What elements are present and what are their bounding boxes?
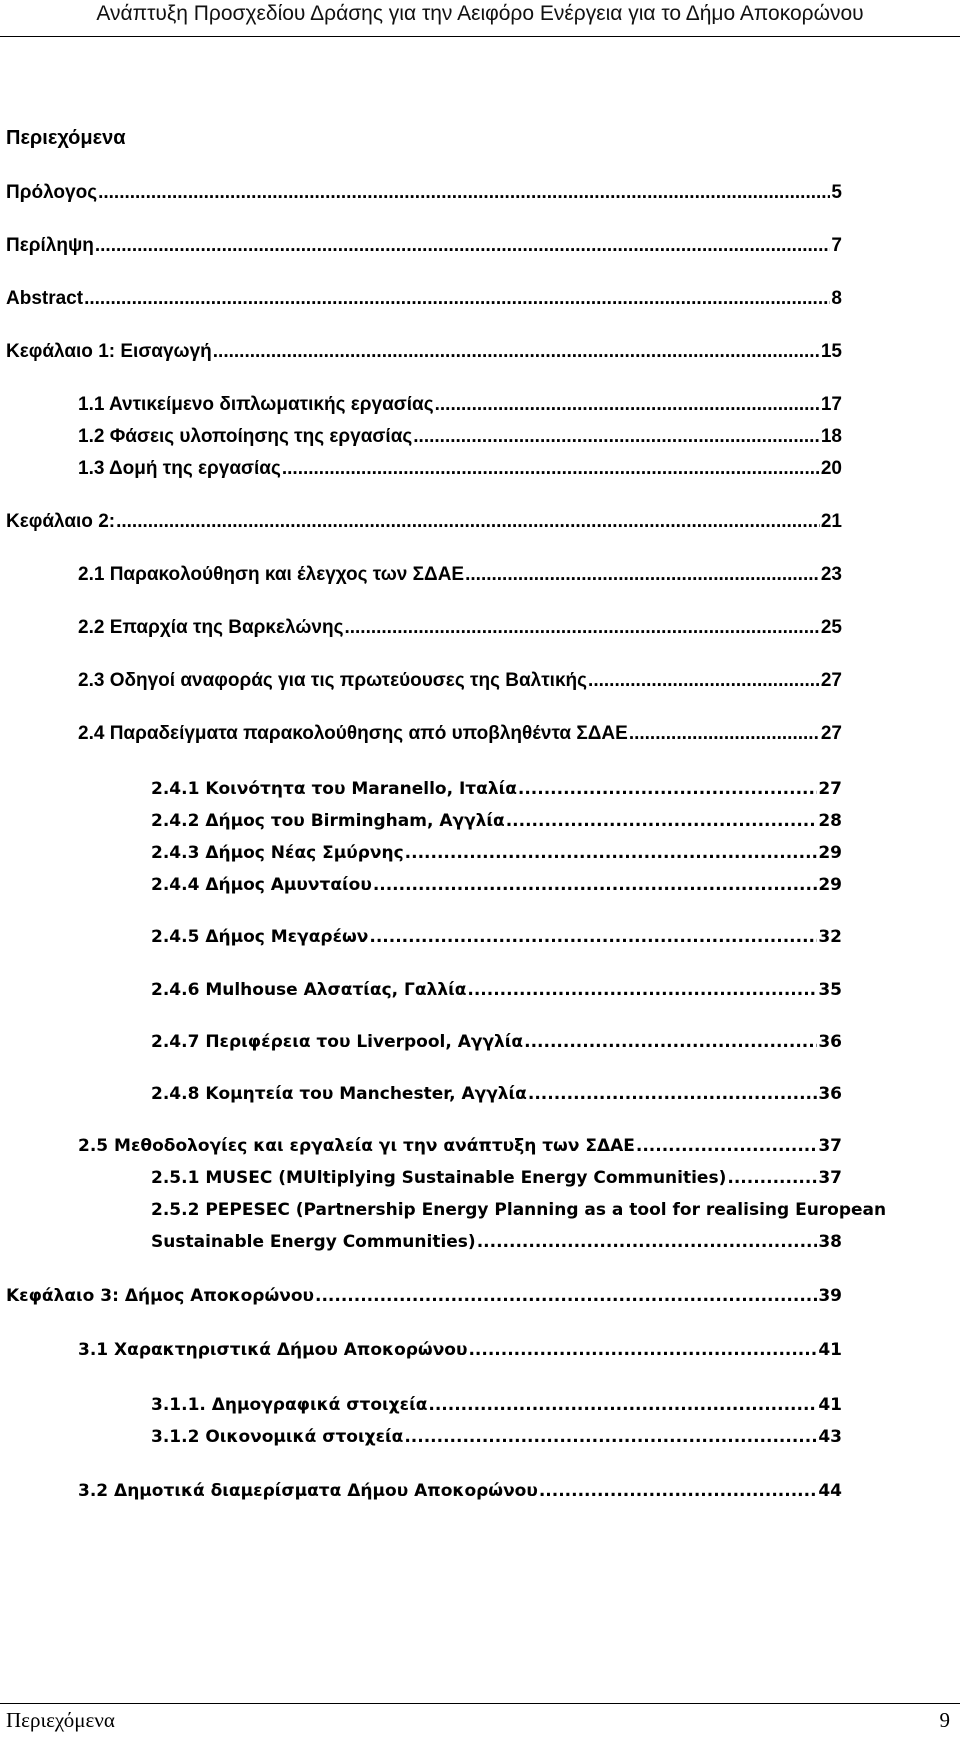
toc-entry-title[interactable]: 2.5.2 PEPESEC (Partnership Energy Planning as a tool for realising European — [151, 1200, 887, 1220]
toc-entry-page: 27 — [818, 779, 842, 799]
header-rule — [0, 36, 960, 37]
toc-entry[interactable] — [78, 1131, 842, 1161]
toc-entry[interactable] — [151, 922, 842, 952]
dot-leader — [636, 1131, 817, 1161]
toc-entry-title: Κεφάλαιο 3: Δήμος Αποκορώνου — [6, 1286, 314, 1306]
toc-entry-title: Sustainable Energy Communities) — [151, 1232, 476, 1252]
toc-entry-page: 36 — [818, 1084, 842, 1104]
toc-entry-page: 29 — [818, 875, 842, 895]
toc-entry[interactable] — [151, 1027, 842, 1057]
toc-entry-title: 2.4.2 Δήμος του Birmingham, Αγγλία — [151, 811, 505, 831]
toc-entry-title: 1.2 Φάσεις υλοποίησης της εργασίας — [78, 426, 413, 447]
toc-entry-title: 2.5.1 MUSEC (MUltiplying Sustainable Energy Communities) — [151, 1168, 727, 1188]
toc-entry[interactable] — [151, 1163, 842, 1193]
dot-leader — [116, 507, 820, 537]
footer-page-number: 9 — [939, 1708, 950, 1732]
toc-entry-page: 37 — [818, 1168, 842, 1188]
dot-leader — [98, 178, 830, 208]
toc-entry-page: 8 — [831, 288, 842, 309]
toc-entry[interactable] — [78, 613, 842, 643]
footer-label: Περιεχόμενα — [6, 1708, 115, 1732]
toc-entry-title: 2.2 Επαρχία της Βαρκελώνης — [78, 617, 344, 638]
toc-entry-page: 32 — [818, 927, 842, 947]
toc-title: Περιεχόμενα — [6, 127, 126, 149]
toc-entry-title: 1.1 Αντικείμενο διπλωματικής εργασίας — [78, 394, 434, 415]
dot-leader — [477, 1227, 818, 1257]
toc-entry-page: 38 — [818, 1232, 842, 1252]
footer-rule — [0, 1703, 960, 1704]
dot-leader — [213, 337, 820, 367]
toc-entry-page: 27 — [820, 723, 842, 744]
toc-entry[interactable] — [6, 178, 842, 208]
toc-entry-page: 29 — [818, 843, 842, 863]
dot-leader — [95, 231, 831, 261]
toc-entry-page: 21 — [820, 511, 842, 532]
toc-entry-title: Abstract — [6, 288, 84, 309]
dot-leader — [344, 613, 819, 643]
dot-leader — [84, 284, 830, 314]
dot-leader — [467, 975, 817, 1005]
toc-entry-page: 41 — [818, 1395, 842, 1415]
toc-entry-page: 20 — [820, 458, 842, 479]
dot-leader — [413, 422, 820, 452]
toc-entry-page: 18 — [820, 426, 842, 447]
toc-entry-page: 17 — [820, 394, 842, 415]
dot-leader — [506, 806, 818, 836]
toc-entry[interactable] — [151, 838, 842, 868]
toc-entry-page: 37 — [818, 1136, 842, 1156]
dot-leader — [588, 666, 820, 696]
dot-leader — [629, 719, 820, 749]
toc-entry-title: 2.4.3 Δήμος Νέας Σμύρνης — [151, 843, 404, 863]
toc-entry-page: 23 — [820, 564, 842, 585]
toc-entry[interactable] — [151, 806, 842, 836]
toc-entry[interactable] — [6, 1281, 842, 1311]
toc-entry[interactable] — [78, 719, 842, 749]
toc-entry-page: 43 — [818, 1427, 842, 1447]
toc-entry-title: 2.4.1 Κοινότητα του Maranello, Ιταλία — [151, 779, 517, 799]
toc-entry-title: 1.3 Δομή της εργασίας — [78, 458, 281, 479]
dot-leader — [428, 1390, 817, 1420]
dot-leader — [315, 1281, 817, 1311]
dot-leader — [524, 1027, 817, 1057]
toc-entry[interactable] — [6, 284, 842, 314]
toc-entry[interactable] — [78, 1476, 842, 1506]
toc-entry[interactable] — [78, 422, 842, 452]
toc-entry[interactable] — [6, 507, 842, 537]
toc-entry[interactable] — [6, 231, 842, 261]
toc-entry[interactable] — [151, 870, 842, 900]
toc-entry-title: 2.5 Μεθοδολογίες και εργαλεία γι την ανάπτυξη των ΣΔΑΕ — [78, 1136, 635, 1156]
toc-entry-title: 2.1 Παρακολούθηση και έλεγχος των ΣΔΑΕ — [78, 564, 465, 585]
dot-leader — [528, 1079, 817, 1109]
toc-entry[interactable] — [151, 975, 842, 1005]
toc-entry-page: 44 — [818, 1481, 842, 1501]
running-header: Ανάπτυξη Προσχεδίου Δράσης για την Αειφόρο Ενέργεια για το Δήμο Αποκορώνου — [96, 2, 864, 25]
toc-entry-title: Πρόλογος — [6, 182, 98, 203]
dot-leader — [373, 870, 818, 900]
toc-entry[interactable] — [151, 1079, 842, 1109]
toc-entry-title: 3.1 Χαρακτηριστικά Δήμου Αποκορώνου — [78, 1340, 468, 1360]
dot-leader — [405, 838, 818, 868]
toc-entry-page: 25 — [820, 617, 842, 638]
toc-entry-page: 7 — [831, 235, 842, 256]
dot-leader — [518, 774, 817, 804]
toc-entry-page: 41 — [818, 1340, 842, 1360]
toc-entry-title: 3.2 Δημοτικά διαμερίσματα Δήμου Αποκορώνου — [78, 1481, 538, 1501]
toc-entry-page: 5 — [831, 182, 842, 203]
toc-entry[interactable] — [78, 560, 842, 590]
toc-entry[interactable] — [151, 1227, 842, 1257]
toc-entry-page: 27 — [820, 670, 842, 691]
toc-entry-title: Περίληψη — [6, 235, 94, 256]
dot-leader — [727, 1163, 817, 1193]
toc-entry-title: 2.4.4 Δήμος Αμυνταίου — [151, 875, 372, 895]
toc-entry-page: 35 — [818, 980, 842, 1000]
toc-entry-title: 3.1.1. Δημογραφικά στοιχεία — [151, 1395, 428, 1415]
toc-entry-title: 2.4 Παραδείγματα παρακολούθησης από υποβληθέντα ΣΔΑΕ — [78, 723, 628, 744]
toc-entry[interactable] — [151, 774, 842, 804]
toc-entry-page: 39 — [818, 1286, 842, 1306]
toc-entry[interactable] — [151, 1422, 842, 1452]
dot-leader — [435, 390, 820, 420]
toc-entry[interactable] — [78, 454, 842, 484]
toc-entry-title: 2.4.5 Δήμος Μεγαρέων — [151, 927, 369, 947]
toc-entry-page: 36 — [818, 1032, 842, 1052]
toc-entry-page: 15 — [820, 341, 842, 362]
toc-entry-title: 2.4.6 Mulhouse Αλσατίας, Γαλλία — [151, 980, 467, 1000]
toc-entry[interactable] — [151, 1390, 842, 1420]
toc-entry[interactable] — [6, 337, 842, 367]
toc-entry-title: 2.4.7 Περιφέρεια του Liverpool, Αγγλία — [151, 1032, 524, 1052]
dot-leader — [282, 454, 820, 484]
toc-entry-title: 3.1.2 Οικονομικά στοιχεία — [151, 1427, 404, 1447]
dot-leader — [404, 1422, 817, 1452]
toc-entry[interactable] — [78, 666, 842, 696]
toc-entry-title: 2.3 Οδηγοί αναφοράς για τις πρωτεύουσες της Βαλτικής — [78, 670, 588, 691]
toc-entry-page: 28 — [818, 811, 842, 831]
toc-entry-title: Κεφάλαιο 1: Εισαγωγή — [6, 341, 212, 362]
dot-leader — [465, 560, 820, 590]
dot-leader — [468, 1335, 817, 1365]
toc-entry[interactable] — [78, 1335, 842, 1365]
toc-entry[interactable] — [78, 390, 842, 420]
toc-entry-title: Κεφάλαιο 2: — [6, 511, 116, 532]
toc-entry-title: 2.4.8 Κομητεία του Manchester, Αγγλία — [151, 1084, 527, 1104]
dot-leader — [539, 1476, 818, 1506]
dot-leader — [369, 922, 817, 952]
